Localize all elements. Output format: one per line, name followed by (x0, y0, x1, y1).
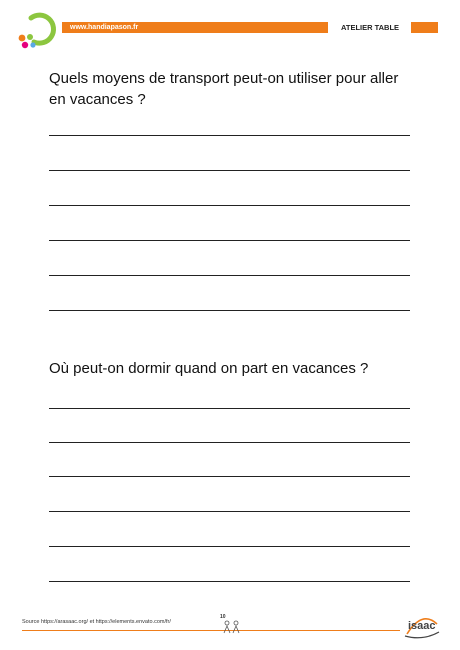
logo-dot-blue (30, 42, 35, 47)
answer-line[interactable] (49, 310, 410, 311)
answer-line[interactable] (49, 581, 410, 582)
logo-arc (31, 15, 53, 43)
logo-dot-green (27, 34, 33, 40)
header-accent-tab (411, 22, 438, 33)
answer-line[interactable] (49, 546, 410, 547)
answer-line[interactable] (49, 442, 410, 443)
website-banner[interactable] (62, 22, 328, 33)
answer-line[interactable] (49, 205, 410, 206)
people-icon (222, 620, 242, 634)
answer-line[interactable] (49, 476, 410, 477)
question-1: Quels moyens de transport peut-on utiliser pour aller en vacances ? (49, 70, 399, 108)
answer-line[interactable] (49, 135, 410, 136)
handiapason-logo (14, 8, 60, 50)
answer-line[interactable] (49, 275, 410, 276)
isaac-logo-text: isaac (408, 620, 436, 632)
footer-divider (22, 630, 400, 631)
footer-source: Source https://arasaac.org/ et https://elements.envato.com/fr/ (22, 619, 171, 625)
logo-dot-orange (19, 35, 26, 42)
answer-line[interactable] (49, 511, 410, 512)
question-2: Où peut-on dormir quand on part en vacances ? (49, 360, 369, 377)
answer-line[interactable] (49, 240, 410, 241)
page-number: 10 (220, 614, 226, 620)
logo-dot-pink (22, 42, 28, 48)
section-title: ATELIER TABLE (341, 23, 400, 32)
answer-line[interactable] (49, 408, 410, 409)
website-link[interactable]: www.handiapason.fr (70, 24, 139, 31)
answer-line[interactable] (49, 170, 410, 171)
